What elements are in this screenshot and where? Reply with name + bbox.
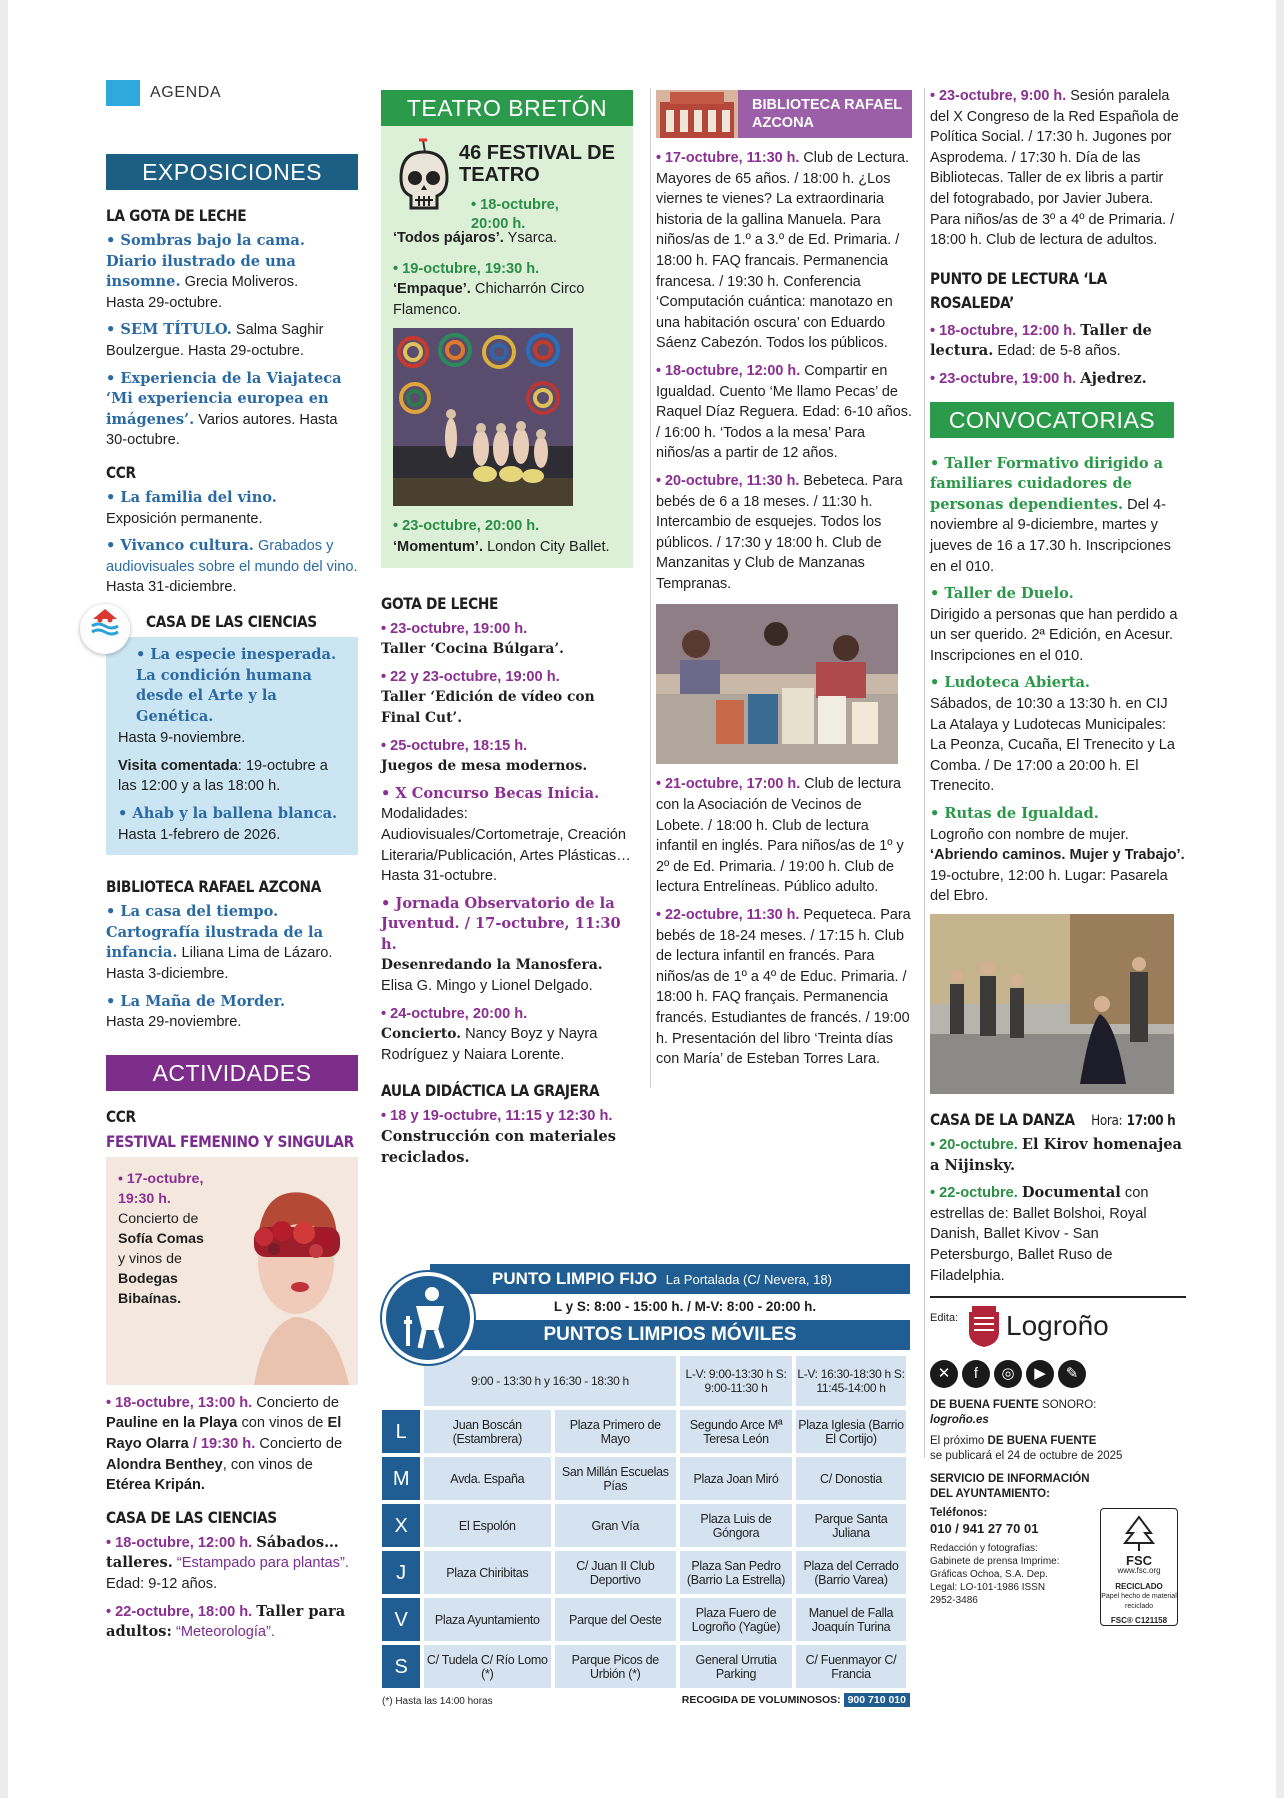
location-cell: Plaza Joan Miró [680,1457,792,1500]
casa-ciencias-box [106,637,358,855]
convocatorias-banner: CONVOCATORIAS [930,402,1174,438]
woman-portrait-image [224,1157,358,1385]
location-cell: C/ Donostia [796,1457,906,1500]
list-item: • 18-octubre, 12:00 h. Sábados… talleres. “Estampado para plantas”. Edad: 9-12 años. [106,1533,349,1592]
logrono-logo-text: Logroño [1006,1310,1109,1342]
x-icon[interactable]: ✕ [930,1360,958,1388]
list-item: • 23-octubre, 19:00 h. Taller ‘Cocina Búlgara’. [381,620,564,658]
list-item: • 22-octubre, 11:30 h. Pequeteca. Para bebés de 18-24 meses. / 17:15 h. Club de lectura infantil en francés. Para niños/as de 1º a 4º de Educ. Primaria. / 18:00 h. FAQ français. Permanencia francés. Estudiantes de francés. / 19:00 h. Presentación del libro ‘Treinta días con María’ de Esteban Torres Lara. [656,907,911,1068]
page [8,0,1276,1798]
list-item: • SEM TÍTULO. Salma Saghir Boulzergue. Hasta 29-octubre. [106,321,324,359]
festival-photo [106,1157,358,1385]
books-photo [656,604,898,764]
table-body [382,1410,906,1688]
location-cell: Plaza Chiribitas [424,1551,551,1594]
location-cell: General Urrutia Parking [680,1645,792,1688]
list-item: • La Maña de Morder. Hasta 29-noviembre. [106,992,286,1031]
list-item: • Ahab y la ballena blanca. Hasta 1-febrero de 2026. [118,805,338,843]
list-item: • Vivanco cultura. Grabados y audiovisuales sobre el mundo del vino. Hasta 31-diciembre. [106,537,358,596]
list-item: • 18 y 19-octubre, 11:15 y 12:30 h. Construcción con materiales reciclados. [381,1108,616,1166]
list-item: • 20-octubre. El Kirov homenajea a Nijinsky. [930,1136,1183,1174]
day-cell: L [382,1410,420,1453]
day-cell: J [382,1551,420,1594]
location-cell: C/ Tudela C/ Río Lomo (*) [424,1645,551,1688]
list-item: • 17-octubre, 11:30 h. Club de Lectura. Mayores de 65 años. / 18:00 h. ¿Los viernes te vienes? La extraordinaria historia de la gallina Manuela. Para niños/as de 1.º a 3.º de Ed. Primaria. / 18:00 h. FAQ francais. Permanencia francesa. / 19:30 h. Conferencia ‘Computación cuántica: manotazo en una habitación oscura’ con Eduardo Sáenz Cabezón. Todos los públicos. [656,150,910,352]
location-cell: Plaza Luis de Góngora [680,1504,792,1547]
list-item: • Sombras bajo la cama. Diario ilustrado de una insomne. Grecia Moliveros. Hasta 29-octubre. [106,232,305,311]
list-item: • 20-octubre, 11:30 h. Bebeteca. Para bebés de 6 a 18 meses. / 11:30 h. Intercambio de esquejes. Todos los públicos. / 17:30 y 18:00 h. Club de Manzanitas y Club de Manzanas Tempranas. [656,472,903,592]
location-cell: C/ Fuenmayor C/ Francia [796,1645,906,1688]
location-cell: Plaza Iglesia (Barrio El Cortijo) [796,1410,906,1453]
location-cell: Parque Picos de Urbión (*) [555,1645,676,1688]
section-title: AULA DIDÁCTICA LA GRAJERA [381,1081,600,1101]
location-cell: Plaza Fuero de Logroño (Yagüe) [680,1598,792,1641]
table-row [382,1598,906,1641]
festival-header [393,136,621,232]
list-item: • Ludoteca Abierta. Sábados, de 10:30 a 13:30 h. en CIJ La Atalaya y Ludotecas Municipales: La Peonza, Cucaña, El Trenecito y La Comba. / De 17:00 a 20:00 h. El Trenecito. [930,674,1176,795]
sonoro-line: DE BUENA FUENTE SONORO: [930,1399,1097,1412]
youtube-icon[interactable]: ▶ [1026,1360,1054,1388]
day-cell: S [382,1645,420,1688]
location-cell: Segundo Arce Mª Teresa León [680,1410,792,1453]
section-title: CASA DE LAS CIENCIAS [146,611,317,631]
section-title: CASA DE LAS CIENCIAS [106,1507,277,1527]
puntos-moviles-table [378,1352,910,1692]
list-item: Hasta 9-noviembre. [118,730,246,747]
schedule-header: 9:00 - 13:30 h y 16:30 - 18:30 h [424,1356,676,1406]
facebook-icon[interactable]: f [962,1360,990,1388]
column-divider [924,88,925,1458]
list-item: • 25-octubre, 18:15 h. Juegos de mesa modernos. [381,737,588,775]
list-item: Visita comentada: 19-octubre a las 12:00 y a las 18:00 h. [118,757,328,795]
list-item: • 23-octubre, 20:00 h. ‘Momentum’. London City Ballet. [393,518,610,555]
casa-ciencias-block [106,612,358,855]
section-title: CCR [106,1106,136,1126]
biblioteca-banner [656,90,912,138]
list-item: • La especie inesperada. La condición humana desde el Arte y la Genética. [136,645,337,725]
list-item: • 24-octubre, 20:00 h. Concierto. Nancy Boyz y Nayra Rodríguez y Naiara Lorente. [381,1005,598,1063]
table-header-row [382,1356,906,1406]
teatro-banner: TEATRO BRETÓN [381,90,633,126]
location-cell: Plaza Ayuntamiento [424,1598,551,1641]
location-cell: Manuel de Falla Joaquín Turina [796,1598,906,1641]
fsc-tree-icon [1119,1513,1159,1553]
table-footnote: (*) Hasta las 14:00 horas RECOGIDA DE VOLUMINOSOS: 900 710 010 [382,1696,910,1712]
footer [930,1296,1186,1626]
location-cell: El Espolón [424,1504,551,1547]
location-cell: Parque Santa Juliana [796,1504,906,1547]
list-item: • La familia del vino. Exposición permanente. [106,488,277,527]
location-cell: Parque del Oeste [555,1598,676,1641]
list-item: • Experiencia de la Viajateca ‘Mi experiencia europea en imágenes’. Varios autores. Hasta 30-octubre. [106,369,342,449]
section-title: CASA DE LA DANZA Hora: 17:00 h [930,1110,1176,1129]
table-row [382,1551,906,1594]
telefono: 010 / 941 27 70 01 [930,1521,1039,1537]
list-item: • 18-octubre, 12:00 h. Taller de lectura. Edad: de 5-8 años. [930,321,1152,360]
podcast-icon[interactable]: ✎ [1058,1360,1086,1388]
table-row [382,1504,906,1547]
event-date: • 18-octubre, 20:00 h. [471,197,559,232]
section-title: BIBLIOTECA RAFAEL AZCONA [106,877,322,897]
website-link[interactable]: logroño.es [930,1414,989,1427]
schedule-header: L-V: 9:00-13:30 h S: 9:00-11:30 h [680,1356,792,1406]
fsc-badge: FSC www.fsc.org RECICLADO Papel hecho de material reciclado FSC® C121158 [1100,1508,1178,1626]
teatro-box [381,126,633,568]
festival-title: 46 FESTIVAL DE TEATRO [459,142,615,186]
list-item: • Taller Formativo dirigido a familiares cuidadores de personas dependientes. Del 4-noviembre al 9-diciembre, martes y jueves de 16 a 17.30 h. Inscripciones en el 010. [930,454,1171,575]
voluminosos-phone: 900 710 010 [844,1693,910,1707]
moviles-header: PUNTOS LIMPIOS MÓVILES [430,1320,910,1350]
schedule-header: L-V: 16:30-18:30 h S: 11:45-14:00 h [796,1356,906,1406]
location-cell: C/ Juan II Club Deportivo [555,1551,676,1594]
list-item: • 22 y 23-octubre, 19:00 h. Taller ‘Edición de vídeo con Final Cut’. [381,668,595,726]
casa-ciencias-logo-icon [80,604,130,654]
punto-fijo-header: PUNTO LIMPIO FIJO La Portalada (C/ Nevera, 18) [430,1264,910,1294]
credits: Redacción y fotografías: Gabinete de prensa Imprime: Gráficas Ochoa, S.A. Dep. Legal: LO-101-1986 ISSN 2952-3486 [930,1543,1060,1607]
table-row [382,1457,906,1500]
column-3 [656,90,912,1077]
skull-bomb-icon [393,138,455,212]
table-row [382,1645,906,1688]
column-1 [106,68,358,1650]
logrono-shield-icon [966,1306,1002,1348]
list-item: • La casa del tiempo. Cartografía ilustrada de la infancia. Liliana Lima de Lázaro. Hasta 3-diciembre. [106,903,333,983]
table-row [382,1410,906,1453]
section-title: PUNTO DE LECTURA ‘LA ROSALEDA’ [930,268,1107,312]
column-2 [381,90,633,1175]
section-title: LA GOTA DE LECHE [106,206,247,225]
puntos-limpios [382,1264,910,1712]
instagram-icon[interactable]: ◎ [994,1360,1022,1388]
list-item: • 18-octubre, 13:00 h. Concierto de Pauline en la Playa con vinos de El Rayo Olarra / 19:30 h. Concierto de Alondra Benthey, con vinos de Etérea Kripán. [106,1394,343,1494]
festival-title: FESTIVAL FEMENINO Y SINGULAR [106,1131,354,1151]
day-cell: X [382,1504,420,1547]
list-item: • 23-octubre, 19:00 h. Ajedrez. [930,369,1147,387]
proximo-line: El próximo DE BUENA FUENTE se publicará el 24 de octubre de 2025 [930,1435,1123,1463]
list-item: • Rutas de Igualdad. Logroño con nombre de mujer. ‘Abriendo caminos. Mujer y Trabajo’. 19-octubre, 12:00 h. Lugar: Pasarela del Ebro. [930,805,1185,905]
column-divider [650,88,651,1088]
column-4 [930,86,1186,1626]
section-title: CCR [106,462,136,482]
list-item: • 18-octubre, 12:00 h. Compartir en Igualdad. Cuento ‘Me llamo Pecas’ de Raquel Díaz Reguera. Edad: 6-10 años. / 16:00 h. ‘Todos a la mesa’ Para niños/as a partir de 12 años. [656,362,912,462]
list-item: • Taller de Duelo. Dirigido a personas que han perdido a un ser querido. 2ª Edición, en Acesur. Inscripciones en el 010. [930,585,1178,664]
list-item: • 23-octubre, 9:00 h. Sesión paralela del X Congreso de la Red Española de Política Social. / 17:30 h. Jugones por Asprodema. / 17:30 h. Día de las Bibliotecas. Taller de ex libris a partir del fotograbado, por Javier Jubera. Para niños/as de 3º a 4º de Primaria. / 18:00 h. Club de lectura de adultos. [930,88,1179,249]
location-cell: Plaza del Cerrado (Barrio Varea) [796,1551,906,1594]
recycling-person-icon [382,1272,474,1364]
day-cell: V [382,1598,420,1641]
list-item: • 21-octubre, 17:00 h. Club de lectura con la Asociación de Vecinos de Lobete. / 18:00 h. Club de lectura infantil en inglés. Para niños/as de 1º y 2º de Ed. Primaria. / 19:00 h. Club de lectura Entrelíneas. Público adulto. [656,776,904,896]
edita-label: Edita: [930,1312,959,1325]
servicio-label: SERVICIO DE INFORMACIÓN DEL AYUNTAMIENTO: [930,1473,1090,1501]
location-cell: Plaza Primero de Mayo [555,1410,676,1453]
ballet-photo [393,328,573,506]
list-item: • 19-octubre, 19:30 h. ‘Empaque’. Chicharrón Circo Flamenco. [393,260,585,318]
exposiciones-banner: EXPOSICIONES [106,154,358,190]
list-item: • X Concurso Becas Inicia. Modalidades: Audiovisuales/Cortometraje, Creación Literaria/Publicación, Artes Plásticas… Hasta 31-octubre. [381,784,631,885]
festival-text: • 17-octubre, 19:30 h. Concierto de Sofía Comas y vinos de Bodegas Bibaínas. [118,1170,204,1307]
list-item: • Jornada Observatorio de la Juventud. / 17-octubre, 11:30 h. Desenredando la Manosfera. Elisa G. Mingo y Lionel Delgado. [381,894,621,995]
library-building-icon [656,90,738,138]
location-cell: Avda. España [424,1457,551,1500]
list-item: • 22-octubre, 18:00 h. Taller para adultos: “Meteorología”. [106,1602,346,1641]
rutas-photo [930,914,1174,1094]
actividades-banner: ACTIVIDADES [106,1055,358,1091]
social-icons [930,1360,1090,1388]
list-item: • 22-octubre. Documental con estrellas de: Ballet Bolshoi, Royal Danish, Ballet Kivov - San Petersburgo, Ballet Ruso de Filadelphia. [930,1184,1149,1284]
location-cell: Gran Vía [555,1504,676,1547]
agenda-header: AGENDA [106,80,221,106]
punto-fijo-hours: L y S: 8:00 - 15:00 h. / M-V: 8:00 - 20:00 h. [553,1299,817,1314]
section-title: GOTA DE LECHE [381,593,499,613]
location-cell: San Millán Escuelas Pías [555,1457,676,1500]
telefonos-label: Teléfonos: [930,1507,988,1520]
location-cell: Juan Boscán (Estambrera) [424,1410,551,1453]
location-cell: Plaza San Pedro (Barrio La Estrella) [680,1551,792,1594]
day-cell: M [382,1457,420,1500]
biblioteca-banner-title: BIBLIOTECA RAFAEL AZCONA [752,97,902,131]
list-item: ‘Todos pájaros’. Ysarca. [393,230,558,246]
